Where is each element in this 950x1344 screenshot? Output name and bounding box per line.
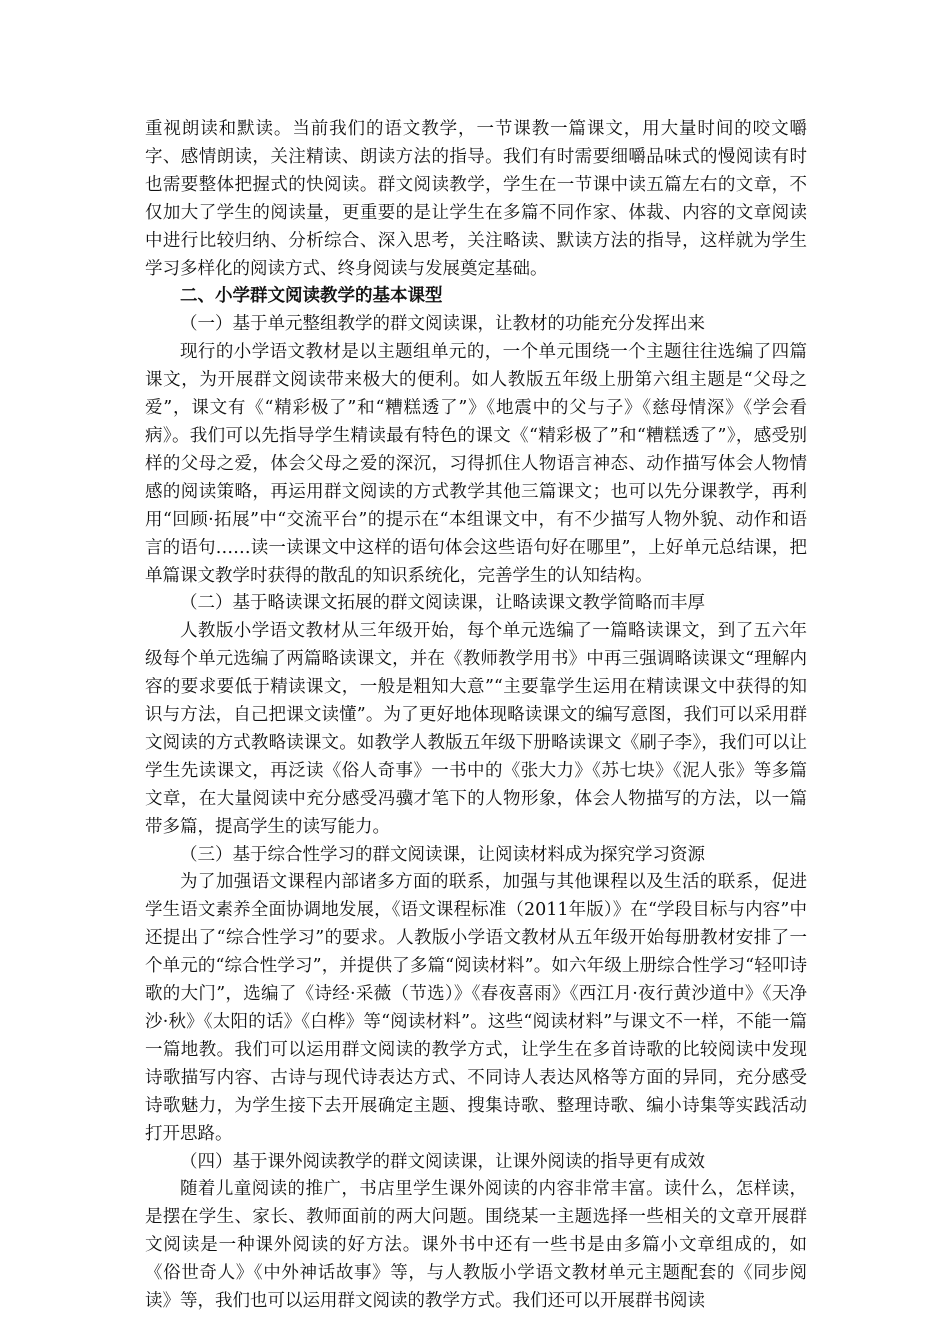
subheading-2: （二）基于略读课文拓展的群文阅读课，让略读课文教学简略而丰厚 <box>180 593 705 614</box>
body-paragraph-1: 现行的小学语文教材是以主题组单元的，一个单元围绕一个主题往往选编了四篇课文，为开展群文阅读带来极大的便利。如人教版五年级上册第六组主题是“父母之爱”，课文有《“精彩极了”和“糟糕透了”》《地震中的父与子》《慈母情深》《学会看病》。我们可以先指导学生精读最有特色的课文《“精彩极了”和“糟糕透了”》，感受别样的父母之爱，体会父母之爱的深沉，习得抓住人物语言神态、动作描写体会人物情感的阅读策略，再运用群文阅读的方式教学其他三篇课文；也可以先分课教学，再利用“回顾·拓展”中“交流平台”的提示在“本组课文中，有不少描写人物外貌、动作和语言的语句……读一读课文中这样的语句体会这些语句好在哪里”，上好单元总结课，把单篇课文教学时获得的散乱的知识系统化，完善学生的认知结构。 <box>145 342 807 586</box>
body-paragraph-continued: 重视朗读和默读。当前我们的语文教学，一节课教一篇课文，用大量时间的咬文嚼字、感情朗读，关注精读、朗读方法的指导。我们有时需要细嚼品味式的慢阅读有时也需要整体把握式的快阅读。群文阅读教学，学生在一节课中读五篇左右的文章，不仅加大了学生的阅读量，更重要的是让学生在多篇不同作家、体裁、内容的文章阅读中进行比较归纳、分析综合、深入思考，关注略读、默读方法的指导，这样就为学生学习多样化的阅读方式、终身阅读与发展奠定基础。 <box>145 119 807 279</box>
body-paragraph-3: 为了加强语文课程内部诸多方面的联系，加强与其他课程以及生活的联系，促进学生语文素养全面协调地发展，《语文课程标准（2011年版）》在“学段目标与内容”中还提出了“综合性学习”的要求。人教版小学语文教材从五年级开始每册教材安排了一个单元的“综合性学习”，并提供了多篇“阅读材料”。如六年级上册综合性学习“轻叩诗歌的大门”，选编了《诗经·采薇（节选）》《春夜喜雨》《西江月·夜行黄沙道中》《天净沙·秋》《太阳的话》《白桦》等“阅读材料”。这些“阅读材料”与课文不一样，不能一篇一篇地教。我们可以运用群文阅读的教学方式，让学生在多首诗歌的比较阅读中发现诗歌描写内容、古诗与现代诗表达方式、不同诗人表达风格等方面的异同，充分感受诗歌魅力，为学生接下去开展确定主题、搜集诗歌、整理诗歌、编小诗集等实践活动打开思路。 <box>145 872 807 1144</box>
section-heading: 二、小学群文阅读教学的基本课型 <box>180 286 443 307</box>
body-paragraph-2: 人教版小学语文教材从三年级开始，每个单元选编了一篇略读课文，到了五六年级每个单元选编了两篇略读课文，并在《教师教学用书》中再三强调略读课文“理解内容的要求要低于精读课文，一般是粗知大意”“主要靠学生运用在精读课文中获得的知识与方法，自己把课文读懂”。为了更好地体现略读课文的编写意图，我们可以采用群文阅读的方式教略读课文。如教学人教版五年级下册略读课文《刷子李》，我们可以让学生先读课文，再泛读《俗人奇事》一书中的《张大力》《苏七块》《泥人张》等多篇文章，在大量阅读中充分感受冯骥才笔下的人物形象，体会人物描写的方法，以一篇带多篇，提高学生的读写能力。 <box>145 621 807 837</box>
body-paragraph-4: 随着儿童阅读的推广，书店里学生课外阅读的内容非常丰富。读什么，怎样读，是摆在学生、家长、教师面前的两大问题。围绕某一主题选择一些相关的文章开展群文阅读是一种课外阅读的好方法。课外书中还有一些书是由多篇小文章组成的，如《俗世奇人》《中外神话故事》等，与人教版小学语文教材单元主题配套的《同步阅读》等，我们也可以运用群文阅读的教学方式。我们还可以开展群书阅读 <box>145 1179 807 1312</box>
subheading-3: （三）基于综合性学习的群文阅读课，让阅读材料成为探究学习资源 <box>180 844 705 865</box>
subheading-4: （四）基于课外阅读教学的群文阅读课，让课外阅读的指导更有成效 <box>180 1151 705 1172</box>
document-page <box>145 116 807 1316</box>
subheading-1: （一）基于单元整组教学的群文阅读课，让教材的功能充分发挥出来 <box>180 314 705 335</box>
